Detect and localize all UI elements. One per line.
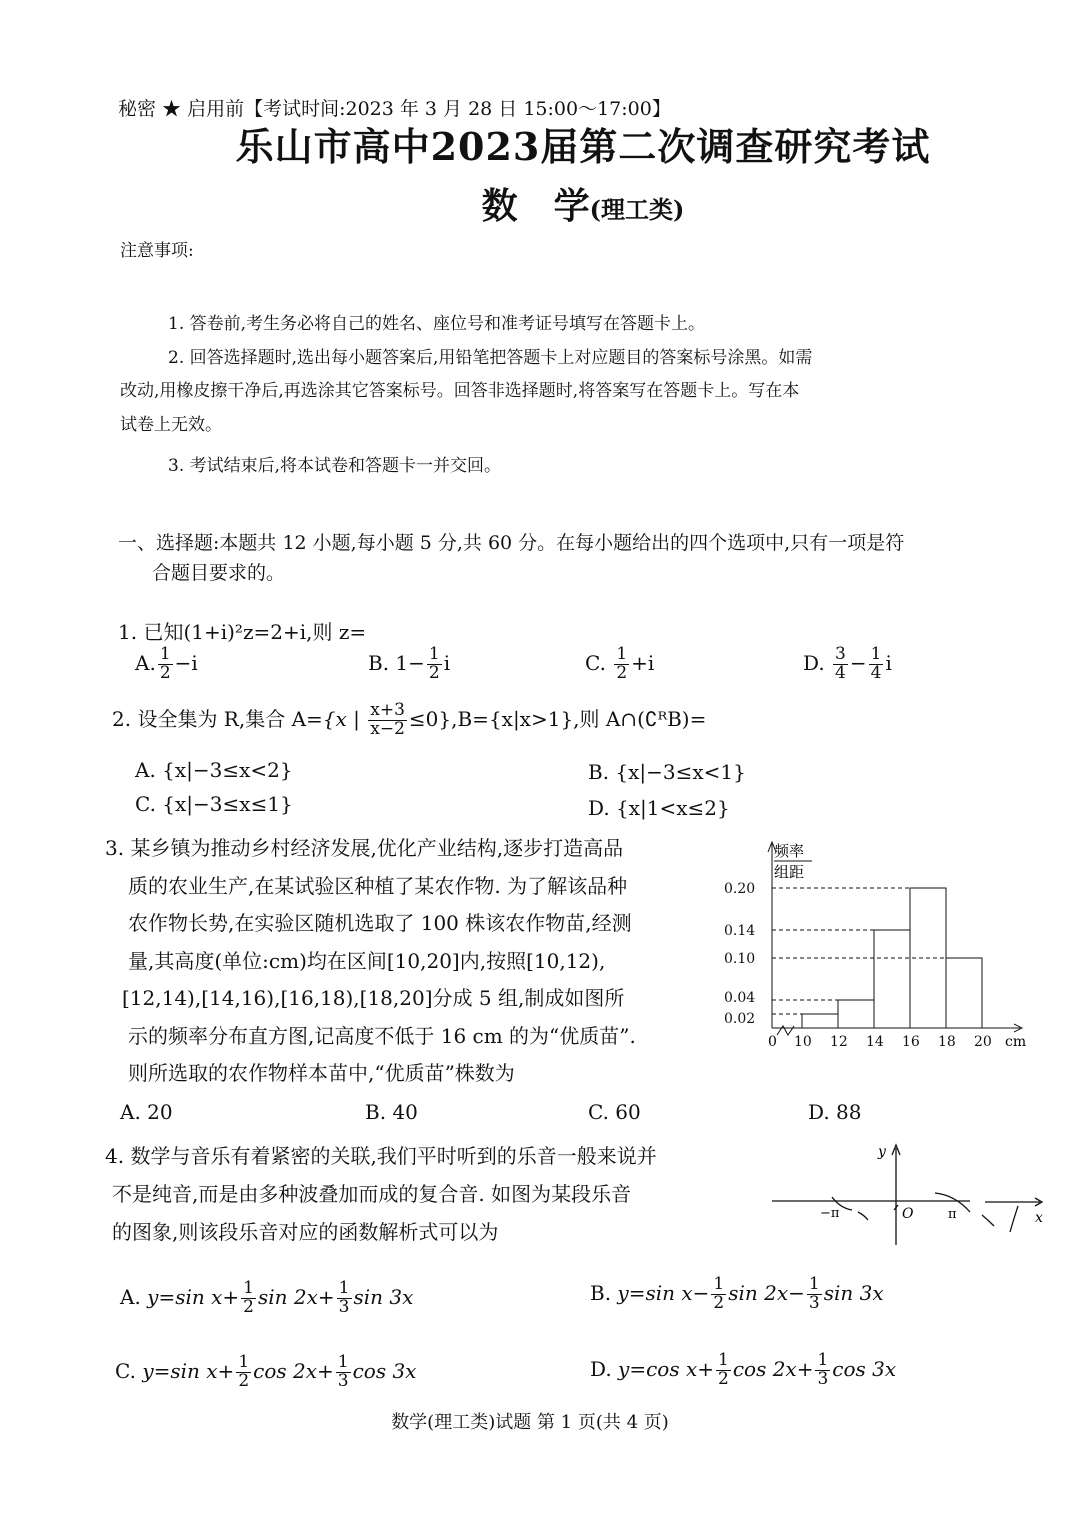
notes-heading: 注意事项:: [120, 241, 194, 261]
question-2-stem: 2. 设全集为 R,集合 A={x | $\frac{x+3}{x-2}$ ≤0},B={x|x>1},则 A∩(∁ᴿB)=: [112, 700, 707, 739]
q4-option-a: A. y=sin x+ $\frac{1}{2}$ sin 2x+ $\frac{1}{3}$ sin 3x: [120, 1278, 414, 1317]
q4-option-c: C. y=sin x+ $\frac{1}{2}$ cos 2x+ $\frac{1}{3}$ cos 3x: [115, 1352, 417, 1391]
confidential-header: 秘密 ★ 启用前【考试时间:2023 年 3 月 28 日 15:00～17:00】: [118, 98, 671, 120]
pi-label: π: [948, 1207, 957, 1222]
y-tick-label: 0.14: [724, 923, 756, 939]
ylabel-bottom: 组距: [774, 863, 805, 881]
y-tick-label: 0.04: [724, 990, 756, 1006]
exam-title: 乐山市高中2023届第二次调查研究考试: [235, 124, 931, 169]
q3-line: [12,14),[14,16),[16,18),[18,20]分成 5 组,制成如图所: [122, 986, 625, 1010]
note-2: 2. 回答选择题时,选出每小题答案后,用铅笔把答题卡上对应题目的答案标号涂黑。如需: [168, 348, 813, 368]
note-2-cont: 改动,用橡皮擦干净后,再选涂其它答案标号。回答非选择题时,将答案写在答题卡上。写在本: [120, 381, 800, 401]
q1-option-a: A. $\frac{1}{2}$ −i: [135, 644, 198, 683]
y-axis-label: y: [878, 1144, 886, 1160]
x-tick-label: 18: [938, 1034, 956, 1050]
histogram-bar: [838, 1000, 874, 1028]
q1-option-b: B. 1− $\frac{1}{2}$ i: [368, 644, 451, 683]
q3-line: 示的频率分布直方图,记高度不低于 16 cm 的为“优质苗”.: [128, 1024, 636, 1048]
q4-option-b: B. y=sin x− $\frac{1}{2}$ sin 2x− $\frac{1}{3}$ sin 3x: [590, 1274, 884, 1313]
histogram-bar: [874, 930, 910, 1028]
q3-line: 农作物长势,在实验区随机选取了 100 株该农作物苗,经测: [128, 911, 632, 935]
neg-pi-label: −π: [820, 1206, 840, 1221]
x-tick-label: 12: [830, 1034, 848, 1050]
section-heading-cont: 合题目要求的。: [152, 562, 286, 584]
subject-track: (理工类): [589, 195, 685, 224]
note-3: 3. 考试结束后,将本试卷和答题卡一并交回。: [168, 456, 502, 476]
origin-label: O: [902, 1206, 914, 1222]
q2-option-d: D. {x|1<x≤2}: [588, 796, 730, 820]
q3-option-d: D. 88: [808, 1100, 862, 1124]
subject-title: [0, 178, 1080, 229]
q1-option-d: D. $\frac{3}{4}$ − $\frac{1}{4}$ i: [803, 644, 892, 683]
note-1: 1. 答卷前,考生务必将自己的姓名、座位号和准考证号填写在答题卡上。: [168, 314, 706, 334]
q3-line: 量,其高度(单位:cm)均在区间[10,20]内,按照[10,12),: [128, 949, 606, 973]
q3-option-a: A. 20: [120, 1100, 173, 1124]
origin-label: 0: [768, 1034, 777, 1050]
q4-line: 不是纯音,而是由多种波叠加而成的复合音. 如图为某段乐音: [112, 1182, 632, 1206]
section-heading: 一、选择题:本题共 12 小题,每小题 5 分,共 60 分。在每小题给出的四个选项中,只有一项是符: [118, 532, 905, 554]
histogram-bar: [946, 958, 982, 1028]
q4-option-d: D. y=cos x+ $\frac{1}{2}$ cos 2x+ $\frac{1}{3}$ cos 3x: [590, 1350, 897, 1389]
note-2-end: 试卷上无效。: [120, 415, 222, 435]
y-tick-label: 0.20: [724, 881, 756, 897]
x-axis-label: x: [1035, 1210, 1043, 1226]
axis-break: [777, 1026, 794, 1035]
question-1-stem: 1. 已知(1+i)²z=2+i,则 z=: [118, 620, 367, 644]
x-unit-label: cm: [1005, 1034, 1027, 1050]
x-tick-label: 20: [974, 1034, 992, 1050]
q3-option-b: B. 40: [365, 1100, 418, 1124]
q2-option-b: B. {x|−3≤x<1}: [588, 760, 746, 784]
q2-option-a: A. {x|−3≤x<2}: [135, 758, 293, 782]
histogram-bar: [802, 1014, 838, 1028]
q3-line: 质的农业生产,在某试验区种植了某农作物. 为了解该品种: [128, 874, 628, 898]
q4-line: 4. 数学与音乐有着紧密的关联,我们平时听到的乐音一般来说并: [105, 1144, 657, 1168]
y-tick-label: 0.02: [724, 1011, 756, 1027]
ylabel-top: 频率: [774, 842, 805, 860]
q4-line: 的图象,则该段乐音对应的函数解析式可以为: [112, 1220, 499, 1244]
y-tick-label: 0.10: [724, 951, 756, 967]
q3-line: 3. 某乡镇为推动乡村经济发展,优化产业结构,逐步打造高品: [105, 836, 624, 860]
page-footer: 数学(理工类)试题 第 1 页(共 4 页): [391, 1412, 669, 1433]
x-tick-label: 16: [902, 1034, 920, 1050]
q2-option-c: C. {x|−3≤x≤1}: [135, 792, 293, 816]
x-tick-label: 10: [794, 1034, 812, 1050]
histogram-figure: [720, 836, 1050, 1062]
q3-line: 则所选取的农作物样本苗中,“优质苗”株数为: [128, 1061, 515, 1085]
subject-name: 数 学: [481, 185, 590, 227]
q3-option-c: C. 60: [588, 1100, 641, 1124]
waveform-figure: [760, 1130, 1060, 1260]
x-tick-label: 14: [866, 1034, 884, 1050]
q1-option-c: C. $\frac{1}{2}$ +i: [585, 644, 655, 683]
